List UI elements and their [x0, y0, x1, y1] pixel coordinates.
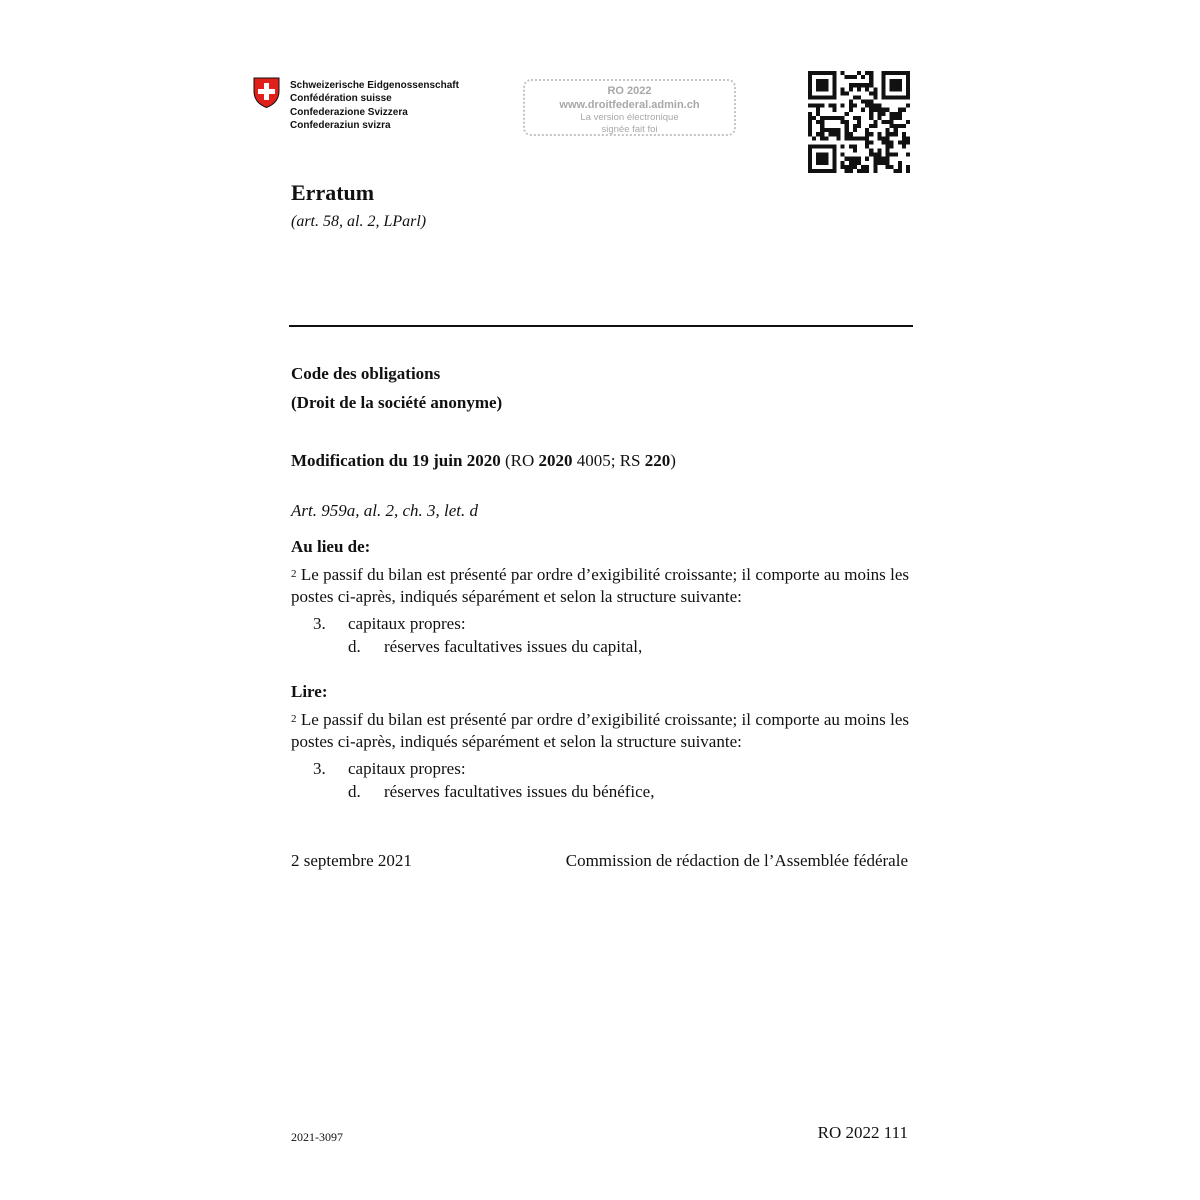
instead-heading: Au lieu de:	[291, 537, 371, 556]
act-title	[291, 363, 502, 414]
electronic-signature-stamp	[523, 79, 736, 136]
act-title-line-1: Code des obligations	[291, 364, 441, 383]
read-paragraph	[291, 709, 909, 753]
confederation-name-rm: Confederaziun svizra	[290, 119, 391, 131]
confederation-name-fr: Confédération suisse	[290, 93, 392, 105]
stamp-url: www.droitfederal.admin.ch	[559, 99, 700, 111]
modification-ro-prefix: (RO	[500, 451, 539, 470]
ro-reference: RO 2022 111	[817, 1123, 908, 1142]
stamp-note-2: signée fait foi	[601, 124, 658, 135]
document-number: 2021-3097	[291, 1130, 343, 1144]
act-title-line-2: (Droit de la société anonyme)	[291, 393, 503, 412]
divider	[289, 325, 913, 327]
read-paragraph-number: 2	[291, 713, 297, 725]
date: 2 septembre 2021	[291, 851, 412, 870]
swiss-coat-of-arms-icon	[252, 76, 281, 109]
confederation-name-de: Schweizerische Eidgenossenschaft	[290, 80, 459, 91]
instead-paragraph-number: 2	[291, 568, 297, 580]
instead-sub-letter: d.	[348, 637, 361, 656]
stamp-note-1: La version électronique	[580, 112, 679, 123]
stamp-ro: RO 2022	[607, 85, 652, 97]
document-title: Erratum	[291, 180, 375, 205]
modification-date: Modification du 19 juin 2020	[291, 451, 501, 470]
modification-line	[291, 450, 676, 472]
read-paragraph-text: Le passif du bilan est présenté par ordre d’exigibilité croissante; il comporte au moins les postes ci-après, indiqués séparément et selon la structure suivante:	[291, 710, 909, 751]
read-heading: Lire:	[291, 682, 328, 701]
read-item-text: capitaux propres:	[348, 759, 466, 778]
read-sub-letter: d.	[348, 782, 361, 801]
read-sub-text: réserves facultatives issues du bénéfice,	[384, 782, 655, 801]
instead-paragraph	[291, 564, 909, 608]
article-reference: Art. 959a, al. 2, ch. 3, let. d	[291, 501, 478, 520]
instead-paragraph-text: Le passif du bilan est présenté par ordre d’exigibilité croissante; il comporte au moins les postes ci-après, indiqués séparément et selon la structure suivante:	[291, 565, 909, 606]
instead-sub-text: réserves facultatives issues du capital,	[384, 637, 643, 656]
modification-rs-prefix: 4005; RS	[572, 451, 645, 470]
legal-basis: (art. 58, al. 2, LParl)	[291, 213, 427, 230]
modification-close: )	[670, 451, 676, 470]
confederation-name-it: Confederazione Svizzera	[290, 106, 408, 118]
instead-item-number: 3.	[313, 614, 326, 633]
modification-ro-year: 2020	[538, 451, 573, 470]
qr-code-icon	[808, 71, 910, 173]
read-item-number: 3.	[313, 759, 326, 778]
instead-item-text: capitaux propres:	[348, 614, 466, 633]
signatory: Commission de rédaction de l’Assemblée fédérale	[565, 851, 908, 870]
modification-rs-number: 220	[644, 451, 671, 470]
confederation-names	[290, 79, 459, 132]
